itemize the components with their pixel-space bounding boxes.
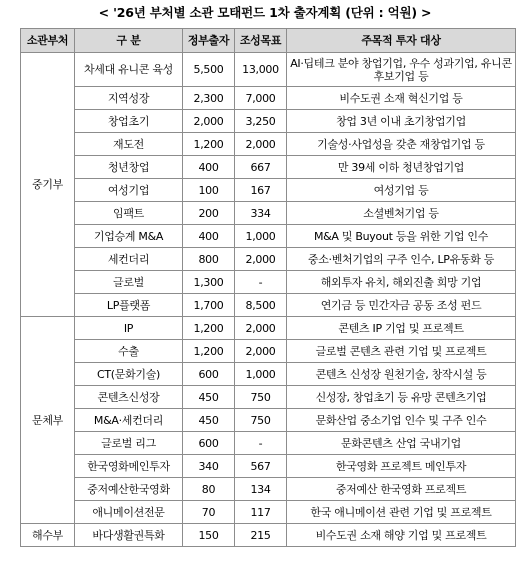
header-investment-target: 주목적 투자 대상 <box>287 29 516 53</box>
table-row <box>21 87 516 110</box>
category-cell: CT(문화기술) <box>75 363 183 386</box>
table-row <box>21 179 516 202</box>
investment-target-cell: 비수도권 소재 혁신기업 등 <box>287 87 516 110</box>
gov-investment-cell: 70 <box>183 501 235 524</box>
investment-target-cell: 기술성·사업성을 갖춘 재창업기업 등 <box>287 133 516 156</box>
table-row <box>21 156 516 179</box>
fund-target-cell: 667 <box>235 156 287 179</box>
category-cell: 글로벌 리그 <box>75 432 183 455</box>
fund-target-cell: 3,250 <box>235 110 287 133</box>
gov-investment-cell: 400 <box>183 225 235 248</box>
table-row <box>21 294 516 317</box>
gov-investment-cell: 150 <box>183 524 235 547</box>
investment-target-cell: 여성기업 등 <box>287 179 516 202</box>
gov-investment-cell: 80 <box>183 478 235 501</box>
category-cell: 창업초기 <box>75 110 183 133</box>
table-row <box>21 110 516 133</box>
gov-investment-cell: 1,300 <box>183 271 235 294</box>
page-title: < '26년 부처별 소관 모태펀드 1차 출자계획 (단위 : 억원) > <box>98 5 432 20</box>
investment-target-cell: 비수도권 소재 해양 기업 및 프로젝트 <box>287 524 516 547</box>
table-header-row <box>21 29 516 53</box>
table-row <box>21 409 516 432</box>
investment-target-cell: 콘텐츠 IP 기업 및 프로젝트 <box>287 317 516 340</box>
fund-target-cell: 750 <box>235 409 287 432</box>
category-cell: 글로벌 <box>75 271 183 294</box>
table-row <box>21 317 516 340</box>
gov-investment-cell: 2,000 <box>183 110 235 133</box>
table-row <box>21 363 516 386</box>
fund-target-cell: 567 <box>235 455 287 478</box>
fund-target-cell: 215 <box>235 524 287 547</box>
gov-investment-cell: 600 <box>183 432 235 455</box>
fund-target-cell: 7,000 <box>235 87 287 110</box>
dept-cell: 중기부 <box>21 53 75 317</box>
investment-target-cell: 연기금 등 민간자금 공동 조성 펀드 <box>287 294 516 317</box>
gov-investment-cell: 400 <box>183 156 235 179</box>
header-dept: 소관부처 <box>21 29 75 53</box>
category-cell: IP <box>75 317 183 340</box>
investment-target-cell: 글로벌 콘텐츠 관련 기업 및 프로젝트 <box>287 340 516 363</box>
investment-target-cell: 문화콘텐츠 산업 국내기업 <box>287 432 516 455</box>
fund-target-cell: 167 <box>235 179 287 202</box>
table-row <box>21 248 516 271</box>
table-row <box>21 478 516 501</box>
fund-target-cell: 334 <box>235 202 287 225</box>
fund-target-cell: 1,000 <box>235 363 287 386</box>
category-cell: LP플랫폼 <box>75 294 183 317</box>
fund-target-cell: 2,000 <box>235 133 287 156</box>
category-cell: 여성기업 <box>75 179 183 202</box>
header-fund-target: 조성목표 <box>235 29 287 53</box>
fund-target-cell: 2,000 <box>235 317 287 340</box>
category-cell: 콘텐츠신성장 <box>75 386 183 409</box>
category-cell: 청년창업 <box>75 156 183 179</box>
investment-target-cell: 콘텐츠 신성장 원천기술, 창작시설 등 <box>287 363 516 386</box>
category-cell: 바다생활권특화 <box>75 524 183 547</box>
fund-target-cell: 134 <box>235 478 287 501</box>
dept-cell: 문체부 <box>21 317 75 524</box>
fund-plan-table <box>20 28 516 547</box>
investment-target-cell: 중저예산 한국영화 프로젝트 <box>287 478 516 501</box>
gov-investment-cell: 100 <box>183 179 235 202</box>
table-row <box>21 432 516 455</box>
fund-target-cell: - <box>235 271 287 294</box>
gov-investment-cell: 1,200 <box>183 133 235 156</box>
investment-target-cell: 중소·벤처기업의 구주 인수, LP유동화 등 <box>287 248 516 271</box>
gov-investment-cell: 450 <box>183 409 235 432</box>
category-cell: 수출 <box>75 340 183 363</box>
category-cell: M&A·세컨더리 <box>75 409 183 432</box>
gov-investment-cell: 2,300 <box>183 87 235 110</box>
fund-target-cell: 2,000 <box>235 340 287 363</box>
fund-target-cell: 750 <box>235 386 287 409</box>
category-cell: 애니메이션전문 <box>75 501 183 524</box>
fund-target-cell: 13,000 <box>235 53 287 87</box>
table-body <box>21 53 516 547</box>
investment-target-cell: 해외투자 유치, 해외진출 희망 기업 <box>287 271 516 294</box>
table-row <box>21 225 516 248</box>
table-row <box>21 53 516 87</box>
investment-target-cell: 만 39세 이하 청년창업기업 <box>287 156 516 179</box>
category-cell: 중저예산한국영화 <box>75 478 183 501</box>
dept-cell: 해수부 <box>21 524 75 547</box>
investment-target-cell: 창업 3년 이내 초기창업기업 <box>287 110 516 133</box>
table-row <box>21 133 516 156</box>
gov-investment-cell: 1,200 <box>183 317 235 340</box>
table-row <box>21 501 516 524</box>
table-row <box>21 455 516 478</box>
fund-target-cell: 2,000 <box>235 248 287 271</box>
gov-investment-cell: 450 <box>183 386 235 409</box>
gov-investment-cell: 1,700 <box>183 294 235 317</box>
table-row <box>21 340 516 363</box>
investment-target-cell: 한국영화 프로젝트 메인투자 <box>287 455 516 478</box>
category-cell: 기업승계 M&A <box>75 225 183 248</box>
fund-target-cell: 8,500 <box>235 294 287 317</box>
gov-investment-cell: 1,200 <box>183 340 235 363</box>
investment-target-cell: 신성장, 창업초기 등 유망 콘텐츠기업 <box>287 386 516 409</box>
category-cell: 차세대 유니콘 육성 <box>75 53 183 87</box>
gov-investment-cell: 600 <box>183 363 235 386</box>
investment-target-cell: M&A 및 Buyout 등을 위한 기업 인수 <box>287 225 516 248</box>
category-cell: 한국영화메인투자 <box>75 455 183 478</box>
gov-investment-cell: 200 <box>183 202 235 225</box>
fund-target-cell: 117 <box>235 501 287 524</box>
investment-target-cell: 소셜벤처기업 등 <box>287 202 516 225</box>
category-cell: 세컨더리 <box>75 248 183 271</box>
fund-target-cell: - <box>235 432 287 455</box>
investment-target-cell: AI·딥테크 분야 창업기업, 우수 성과기업, 유니콘 후보기업 등 <box>287 53 516 87</box>
category-cell: 지역성장 <box>75 87 183 110</box>
fund-target-cell: 1,000 <box>235 225 287 248</box>
header-category: 구 분 <box>75 29 183 53</box>
gov-investment-cell: 800 <box>183 248 235 271</box>
table-row <box>21 202 516 225</box>
category-cell: 재도전 <box>75 133 183 156</box>
table-row <box>21 386 516 409</box>
gov-investment-cell: 5,500 <box>183 53 235 87</box>
gov-investment-cell: 340 <box>183 455 235 478</box>
investment-target-cell: 문화산업 중소기업 인수 및 구주 인수 <box>287 409 516 432</box>
investment-target-cell: 한국 애니메이션 관련 기업 및 프로젝트 <box>287 501 516 524</box>
table-row <box>21 524 516 547</box>
category-cell: 임팩트 <box>75 202 183 225</box>
table-row <box>21 271 516 294</box>
header-gov-investment: 정부출자 <box>183 29 235 53</box>
